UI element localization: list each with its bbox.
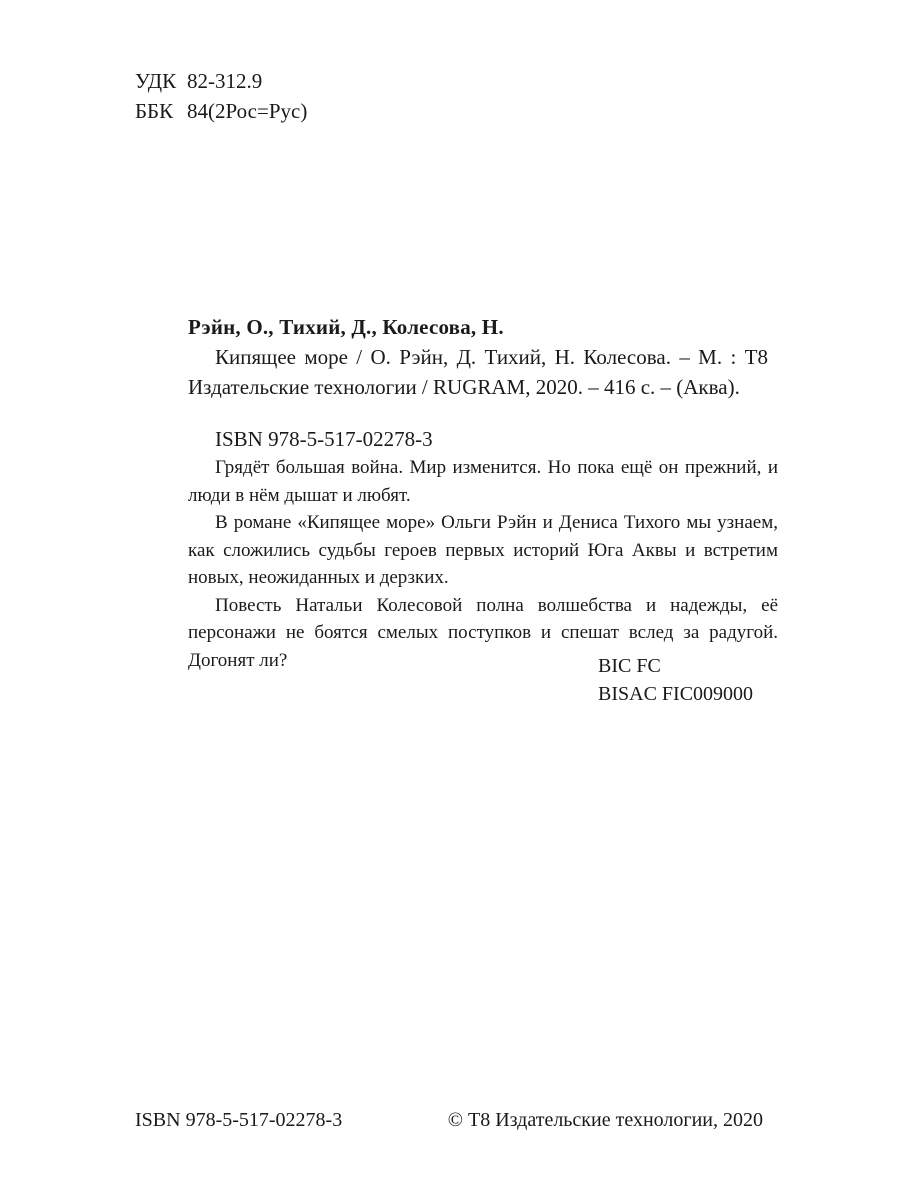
- udk-row: [135, 66, 307, 96]
- bibliographic-record: [188, 312, 768, 454]
- copyright-notice: © Т8 Издательские технологии, 2020: [447, 1109, 763, 1131]
- bbk-label: ББК: [135, 99, 174, 123]
- annotation: [188, 454, 778, 674]
- bbk-row: [135, 96, 307, 126]
- footer-isbn: ISBN 978-5-517-02278-3: [135, 1109, 343, 1131]
- udk-label: УДК: [135, 69, 177, 93]
- record-isbn: ISBN 978-5-517-02278-3: [215, 427, 433, 451]
- bbk-value: 84(2Рос=Рус): [187, 99, 308, 123]
- udk-value: 82-312.9: [187, 69, 263, 93]
- bibliographic-description: Кипящее море / О. Рэйн, Д. Тихий, Н. Колесова. – М. : Т8 Издательские технологии / RUGRAM, 2020. – 416 с. – (Аква).: [188, 345, 768, 399]
- bic-code: BIC FC: [598, 655, 661, 677]
- classification-block: [135, 66, 307, 126]
- bisac-code: BISAC FIC009000: [598, 683, 754, 705]
- subject-codes: [598, 652, 753, 708]
- annotation-paragraph: В романе «Кипящее море» Ольги Рэйн и Дениса Тихого мы узнаем, как сложились судьбы героев первых историй Юга Аквы и встретим новых, неожиданных и дерзких.: [188, 512, 778, 588]
- annotation-paragraph: Повесть Натальи Колесовой полна волшебства и надежды, её персонажи не боятся смелых поступков и спешат вслед за радугой. Догонят ли?: [188, 594, 778, 671]
- annotation-paragraph: Грядёт большая война. Мир изменится. Но пока ещё он прежний, и люди в нём дышат и любят.: [188, 457, 778, 506]
- authors-heading: Рэйн, О., Тихий, Д., Колесова, Н.: [188, 315, 504, 339]
